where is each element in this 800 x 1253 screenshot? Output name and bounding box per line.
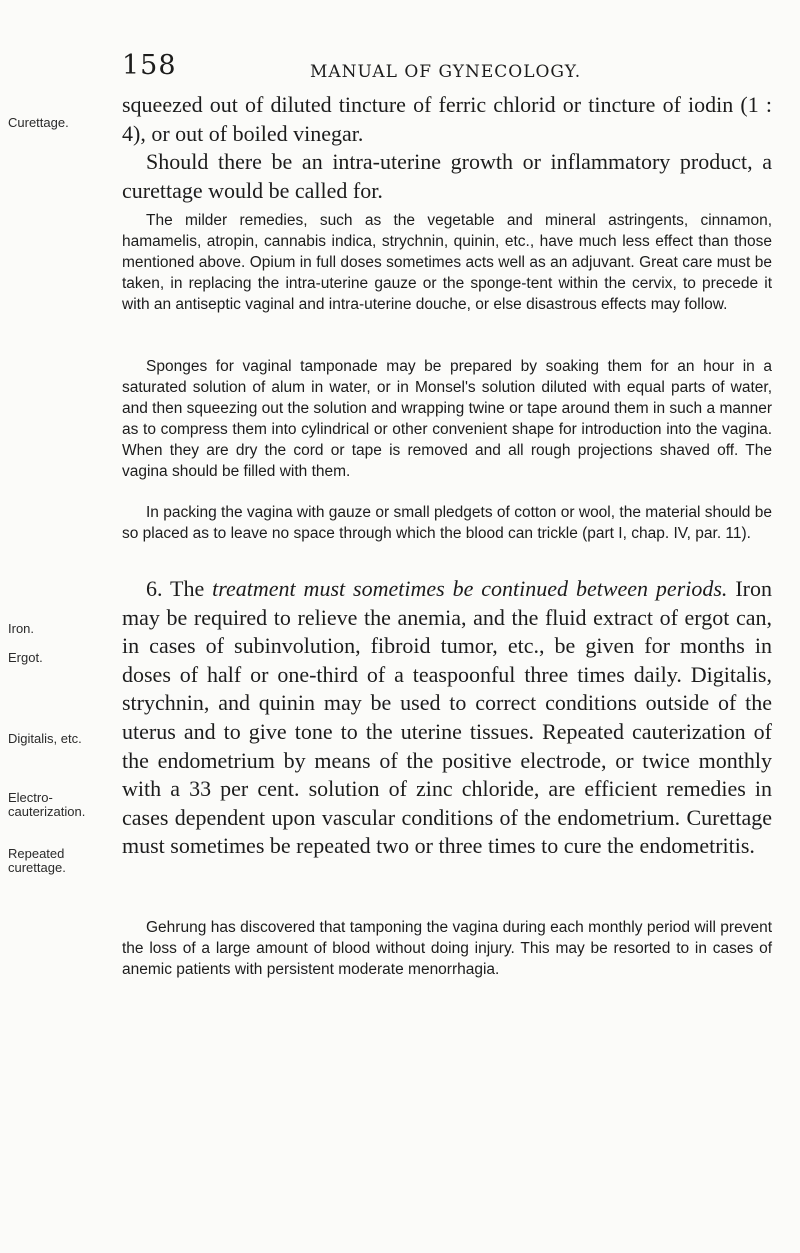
- running-head: MANUAL OF GYNECOLOGY.: [310, 62, 582, 82]
- paragraph-1: squeezed out of diluted tincture of ferric chlorid or tincture of iodin (1 : 4), or out of boiled vinegar.: [122, 92, 772, 146]
- margin-note-digitalis: Digitalis, etc.: [8, 731, 82, 746]
- margin-note-ergot: Ergot.: [8, 650, 43, 665]
- paragraph-2: Should there be an intra-uterine growth or inflammatory product, a curettage would be called for.: [122, 149, 772, 203]
- paragraph-6-rest: Iron may be required to relieve the anemia, and the fluid extract of ergot can, in cases of subinvolution, fibroid tumor, etc., be given for months in doses of half or one-third of a teaspoonful three times daily. Digitalis, strychnin, and quinin may be used to correct conditions outside of the uterus and to give tone to the uterine tissues. Repeated cauterization of the endometrium by means of the positive electrode, or twice monthly with a 33 per cent. solution of zinc chloride, are efficient remedies in cases dependent upon vascular conditions of the endometrium. Curettage must sometimes be repeated two or three times to cure the endometritis.: [122, 576, 773, 859]
- margin-note-curettage: Curettage.: [8, 115, 69, 130]
- paragraph-6: [122, 575, 772, 861]
- page-number: 158: [122, 50, 177, 81]
- paragraph-4: Sponges for vaginal tamponade may be prepared by soaking them for an hour in a saturated solution of alum in water, or in Monsel's solution diluted with equal parts of water, and then squeezing out the solution and wrapping twine or tape around them in such a manner as to compress them into cylindrical or other convenient shape for introduction into the vagina. When they are dry the cord or tape is removed and all rough projections shaved off. The vagina should be filled with them.: [122, 358, 772, 480]
- paragraph-7: Gehrung has discovered that tamponing the vagina during each monthly period will prevent the loss of a large amount of blood without doing injury. This may be resorted to in cases of anemic patients with persistent moderate menorrhagia.: [122, 919, 772, 978]
- margin-note-repeated-curettage: Repeated curettage.: [8, 846, 66, 875]
- paragraph-5: In packing the vagina with gauze or small pledgets of cotton or wool, the material should be so placed as to leave no space through which the blood can trickle (part I, chap. IV, par. 11).: [122, 504, 772, 542]
- margin-note-iron: Iron.: [8, 621, 35, 636]
- paragraph-3: The milder remedies, such as the vegetable and mineral astringents, cinnamon, hamamelis, atropin, cannabis indica, strychnin, quinin, etc., have much less effect than those mentioned above. Opium in full doses sometimes acts well as an adjuvant. Great care must be taken, in replacing the intra-uterine gauze or the sponge-tent within the cervix, to precede it with an antiseptic vaginal and intra-uterine douche, or else disastrous effects may follow.: [122, 212, 772, 313]
- paragraph-6-lead: 6. The: [146, 576, 213, 601]
- margin-note-electro-cauterization: Electro-cauterization.: [8, 790, 86, 819]
- paragraph-6-italic: treatment must sometimes be continued between periods.: [212, 576, 728, 601]
